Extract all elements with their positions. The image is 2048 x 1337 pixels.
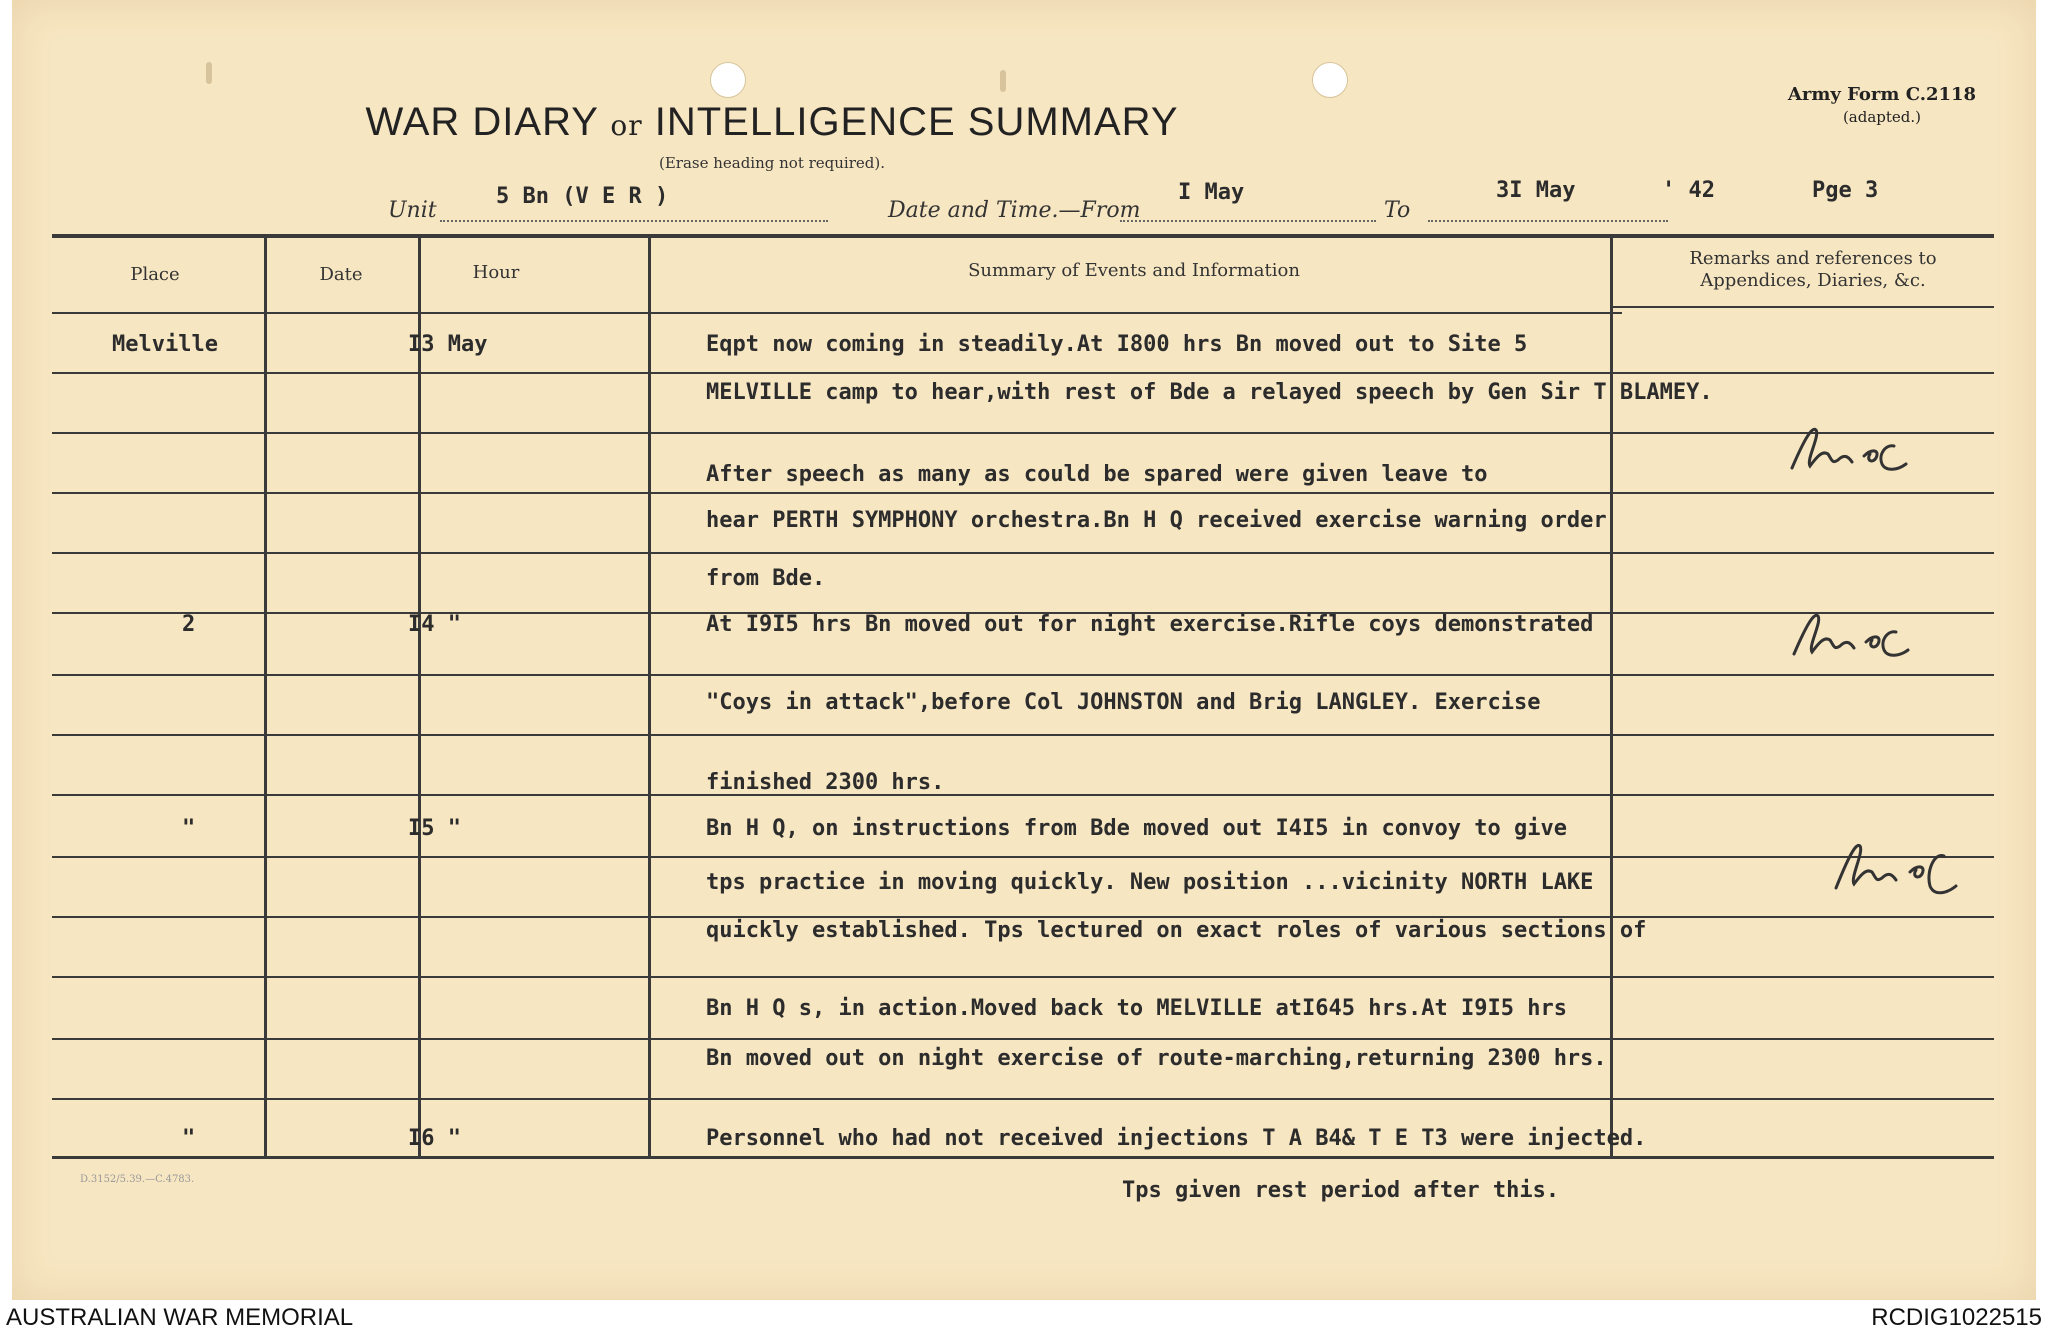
from-value: I May	[1178, 180, 1245, 205]
entry-text: Bn moved out on night exercise of route-marching,returning 2300 hrs.	[706, 1046, 1607, 1071]
punch-hole-left	[710, 62, 746, 98]
column-header-summary: Summary of Events and Information	[968, 260, 1300, 281]
table-rule	[264, 236, 267, 1158]
page-value: Pge 3	[1812, 178, 1879, 203]
entry-text: At I9I5 hrs Bn moved out for night exercise.Rifle coys demonstrated	[706, 612, 1594, 637]
to-dotted-line	[1428, 220, 1668, 222]
entry-text: Bn H Q, on instructions from Bde moved out I4I5 in convoy to give	[706, 816, 1567, 841]
entry-text: quickly established. Tps lectured on exact roles of various sections of	[706, 918, 1647, 943]
unit-value: 5 Bn (V E R )	[496, 184, 669, 209]
continuation-line: Tps given rest period after this.	[1122, 1178, 1560, 1203]
table-rule	[52, 734, 1994, 736]
entry-text: tps practice in moving quickly. New position ...vicinity NORTH LAKE	[706, 870, 1594, 895]
column-header-place: Place	[130, 264, 180, 285]
printer-code: D.3152/5.39.—C.4783.	[80, 1174, 195, 1185]
table-rule	[52, 432, 1994, 434]
erase-note: (Erase heading not required).	[658, 154, 886, 172]
entry-place: "	[182, 816, 196, 841]
form-title	[12, 100, 1532, 145]
entry-text: Personnel who had not received injections T A B4& T E T3 were injected.	[706, 1126, 1647, 1151]
table-rule	[52, 1038, 1994, 1040]
column-header-remarks	[1612, 248, 2014, 292]
entry-date: I3 May	[408, 332, 488, 357]
unit-dotted-line	[440, 220, 828, 222]
title-war-diary: WAR DIARY	[365, 100, 599, 144]
title-or: or	[610, 109, 643, 142]
column-header-date: Date	[319, 264, 363, 285]
punch-hole-right	[1312, 62, 1348, 98]
table-rule	[52, 674, 1994, 676]
table-rule	[52, 794, 1994, 796]
form-number	[1772, 84, 1992, 128]
entry-text: from Bde.	[706, 566, 826, 591]
from-dotted-line	[1120, 220, 1376, 222]
table-rule	[52, 552, 1994, 554]
signature-initials	[1782, 420, 1942, 490]
entry-place: 2	[182, 612, 196, 637]
remarks-header-line-2: Appendices, Diaries, &c.	[1700, 270, 1926, 291]
table-rule	[52, 976, 1994, 978]
archive-credit: AUSTRALIAN WAR MEMORIAL	[6, 1304, 354, 1331]
table-rule	[52, 372, 1994, 374]
entry-text: MELVILLE camp to hear,with rest of Bde a relayed speech by Gen Sir T BLAMEY.	[706, 380, 1713, 405]
entry-text: After speech as many as could be spared were given leave to	[706, 462, 1488, 487]
remarks-header-line-1: Remarks and references to	[1689, 248, 1937, 269]
to-value: 3I May	[1496, 178, 1576, 203]
table-rule	[1612, 306, 1994, 308]
entry-date: I6 "	[408, 1126, 461, 1151]
table-rule	[52, 1098, 1994, 1100]
entry-place: "	[182, 1126, 196, 1151]
table-rule	[52, 492, 1994, 494]
column-header-hour: Hour	[472, 262, 520, 283]
entry-text: "Coys in attack",before Col JOHNSTON and Brig LANGLEY. Exercise	[706, 690, 1541, 715]
to-label: To	[1384, 198, 1411, 223]
signature-initials	[1784, 604, 1944, 674]
title-intelligence-summary: INTELLIGENCE SUMMARY	[654, 100, 1179, 144]
year-value: ' 42	[1662, 178, 1715, 203]
pencil-mark	[206, 62, 212, 84]
archive-id: RCDIG1022515	[1871, 1304, 2042, 1331]
entry-place: Melville	[112, 332, 218, 357]
signature-initials	[1826, 832, 1986, 912]
form-number-label: Army Form C.2118	[1787, 84, 1977, 105]
table-rule	[52, 856, 1994, 858]
pencil-mark	[1000, 70, 1006, 92]
entry-date: I4 "	[408, 612, 461, 637]
table-rule	[52, 312, 1622, 314]
entry-date: I5 "	[408, 816, 461, 841]
entry-text: hear PERTH SYMPHONY orchestra.Bn H Q received exercise warning order	[706, 508, 1607, 533]
archive-footer	[0, 1300, 2048, 1337]
date-time-label: Date and Time.—From	[888, 198, 1141, 223]
table-rule	[418, 236, 421, 1158]
table-rule	[52, 1156, 1994, 1159]
form-adapted-label: (adapted.)	[1842, 108, 1922, 126]
entry-text: Bn H Q s, in action.Moved back to MELVILLE atI645 hrs.At I9I5 hrs	[706, 996, 1567, 1021]
diary-page	[12, 0, 2036, 1300]
table-rule	[52, 234, 1994, 238]
entry-text: finished 2300 hrs.	[706, 770, 945, 795]
entry-text: Eqpt now coming in steadily.At I800 hrs Bn moved out to Site 5	[706, 332, 1528, 357]
table-rule	[648, 236, 651, 1158]
unit-label: Unit	[388, 198, 437, 223]
table-rule	[1610, 236, 1613, 1158]
